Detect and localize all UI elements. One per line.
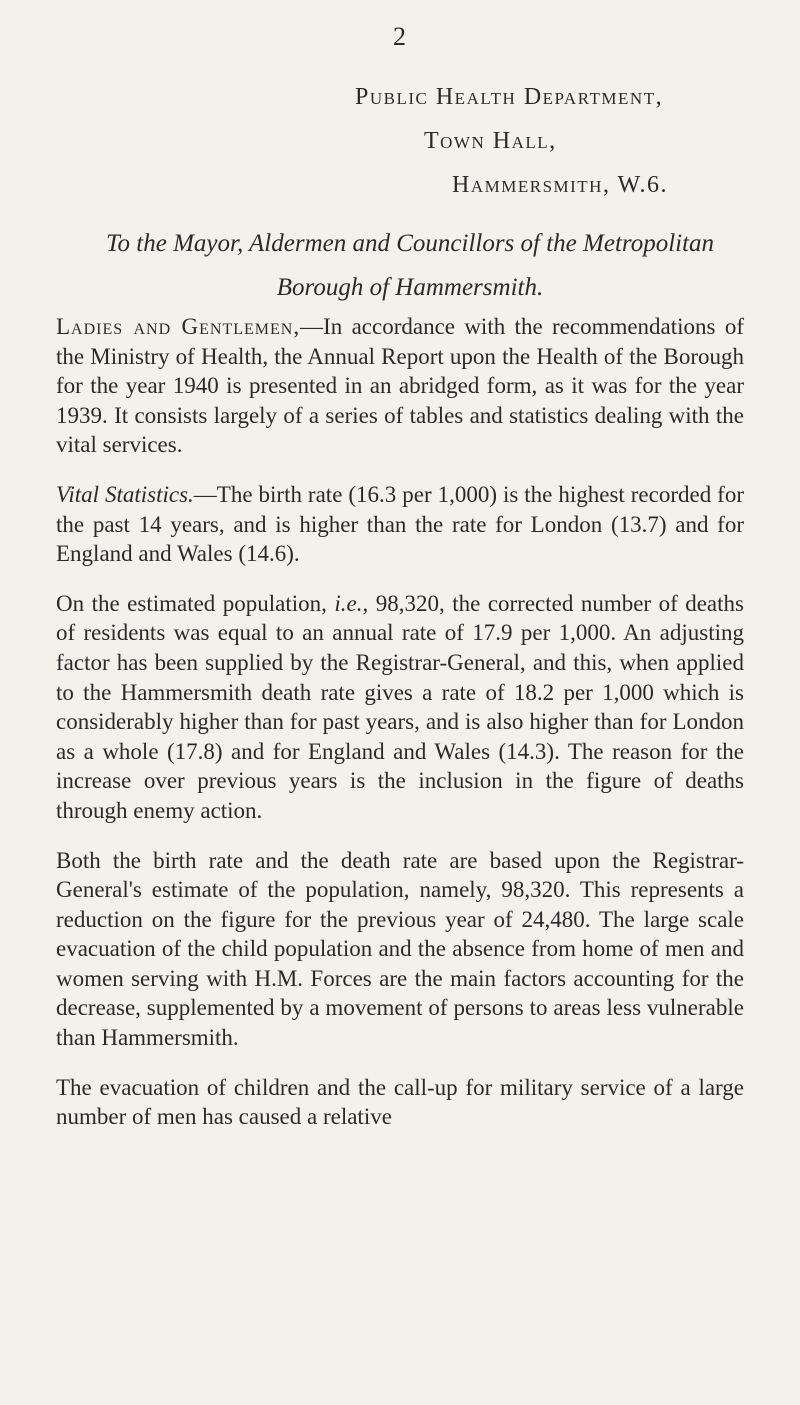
paragraph-death-rate	[56, 589, 744, 826]
address-department: Public Health Department,	[355, 84, 664, 110]
paragraph-text: Both the birth rate and the death rate are based upon the Registrar-General's estimate of the population, namely, 98,320. This represents a reduction on the figure for the previous year of 24,480. The large scale evacuation of the child population and the absence from home of men and women serving with H.M. Forces are the main factors accounting for the decrease, supplemented by a movement of persons to areas less vulnerable than Hammersmith.	[56, 847, 744, 1051]
paragraph-evacuation	[56, 1073, 744, 1132]
paragraph-introduction	[56, 312, 744, 460]
paragraph-text: , 98,320, the corrected number of deaths of residents was equal to an annual rate of 17.9 per 1,000. An adjusting factor has been supplied by the Registrar-General, and this, when applied to the Hammersmith death rate gives a rate of 18.2 per 1,000 which is considerably higher than for past years, and is also higher than for London as a whole (17.8) and for England and Wales (14.3). The reason for the increase over previous years is the inclusion in the figure of deaths through enemy action.	[56, 590, 744, 823]
paragraph-text: —The birth rate (16.3 per 1,000) is the highest recorded for the past 14 years, and is higher than the rate for London (13.7) and for England and Wales (14.6).	[56, 481, 744, 567]
page-number: 2	[393, 22, 407, 51]
address-locality: Hammersmith, W.6.	[452, 172, 668, 198]
report-body	[56, 312, 744, 1152]
paragraph-text: —In accordance with the recommendations of the Ministry of Health, the Annual Report upon the Health of the Borough for the year 1940 is presented in an abridged form, as it was for the year 1939. It consists largely of a series of tables and statistics dealing with the vital services.	[56, 314, 744, 458]
paragraph-vital-statistics	[56, 480, 744, 569]
paragraph-text: On the estimated population,	[56, 590, 335, 616]
paragraph-text: The evacuation of children and the call-up for military service of a large number of men has caused a relative	[56, 1074, 744, 1130]
paragraph-population	[56, 846, 744, 1053]
paragraph-lead-heading: Vital Statistics.	[56, 481, 194, 507]
salutation: To the Mayor, Aldermen and Councillors of the Metropolitan Borough of Hammersmith.	[105, 230, 715, 301]
abbreviation-ie: i.e.	[334, 590, 363, 616]
address-town-hall: Town Hall,	[424, 128, 557, 154]
paragraph-lead-greeting: Ladies and Gentlemen,	[56, 314, 301, 339]
